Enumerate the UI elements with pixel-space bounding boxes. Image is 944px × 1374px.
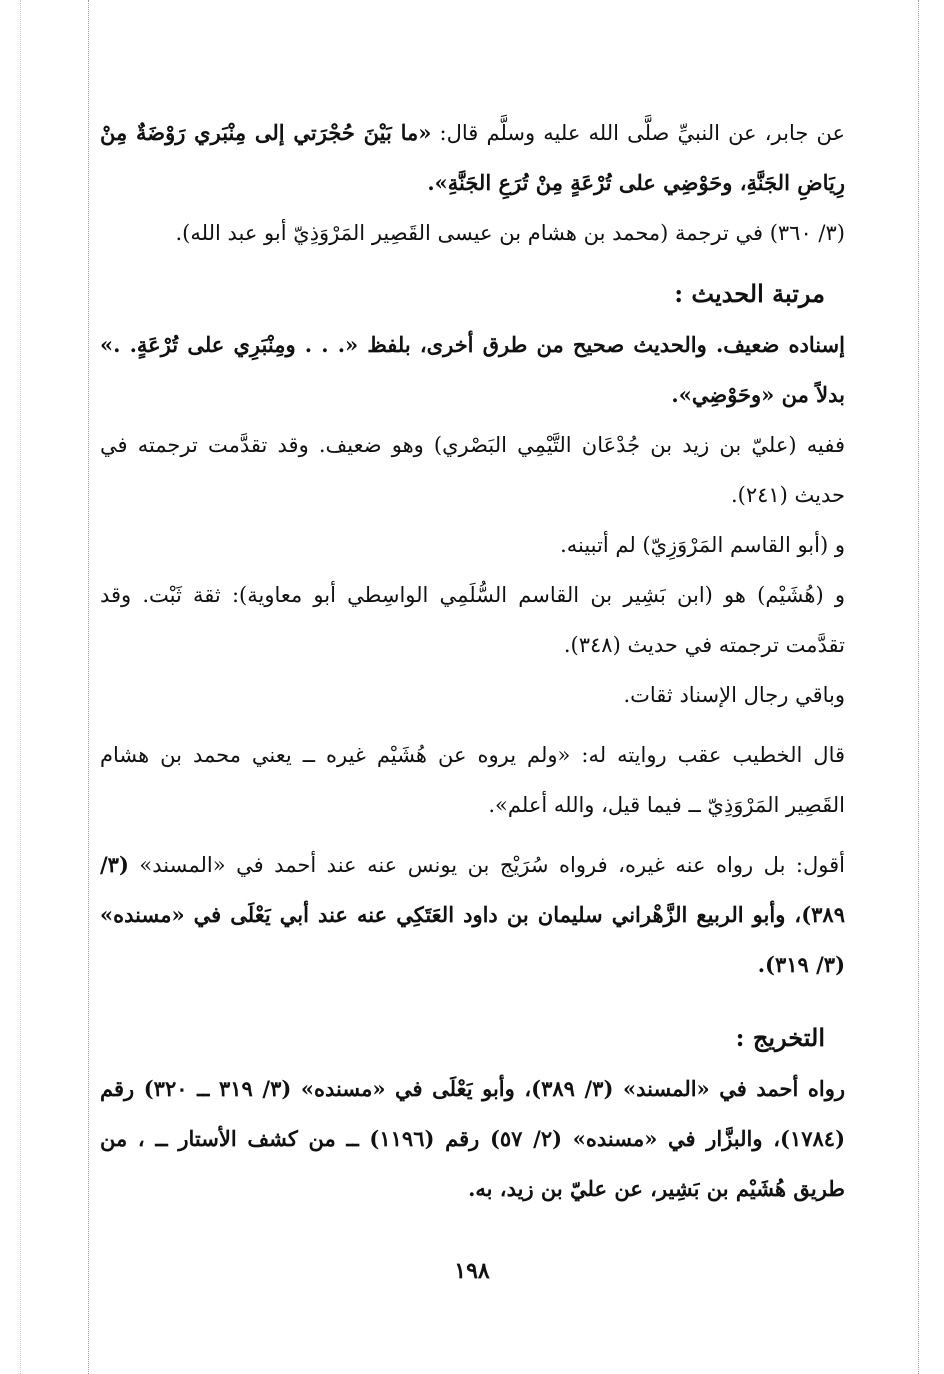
narrator-note-ali: ففيه (عليّ بن زيد بن جُدْعَان التَّيْمِي البَصْري) وهو ضعيف. وقد تقدَّمت ترجمته في حديث (٢٤١).: [100, 433, 845, 507]
grading-paragraph: إسناده ضعيف. والحديث صحيح من طرق أخرى، بلفظ «. . . ومِنْبَرِي على تُرْعَةٍ. .» بدلاً من «وحَوْضِي».: [100, 332, 845, 407]
section-heading-rank: مرتبة الحديث :: [674, 279, 825, 308]
hadith-text: [100, 108, 845, 208]
scan-margin-line-right: [918, 0, 919, 1374]
scan-edge-line: [20, 0, 21, 1374]
hadith-quote: «ما بَيْنَ حُجْرَتي إلى مِنْبَري رَوْضَةٌ مِنْ رِيَاضِ الجَنَّةِ، وحَوْضِي على تُرْعَةٍ مِنْ تُرَعِ الجَنَّةِ».: [100, 120, 845, 195]
page-body: [100, 108, 845, 1214]
section-heading-takhrij: التخريج :: [735, 1023, 825, 1052]
source-reference: (٣/ ٣٦٠) في ترجمة (محمد بن هشام بن عيسى القَصِير المَرْوَذِيّ أبو عبد الله).: [175, 221, 845, 245]
author-comment-bold: (٣/ ٣٨٩)، وأبو الربيع الزَّهْراني سليمان بن داود العَتَكِي عنه عند أبي يَعْلَى في «مسنده» (٣/ ٣١٩).: [100, 852, 845, 977]
khatib-quote: قال الخطيب عقب روايته له: «ولم يروه عن هُشَيْم غيره ــ يعني محمد بن هشام القَصِير المَرْوَذِيّ ــ فيما قيل، والله أعلم».: [100, 743, 846, 817]
narrator-note-abu-qasim: و (أبو القاسم المَرْوَزِيّ) لم أتبينه.: [560, 533, 845, 557]
page-number: ١٩٨: [454, 1258, 490, 1284]
author-comment: [100, 840, 845, 990]
narrator-note-rest: وباقي رجال الإسناد ثقات.: [623, 683, 845, 707]
takhrij-paragraph: رواه أحمد في «المسند» (٣/ ٣٨٩)، وأبو يَعْلَى في «مسنده» (٣/ ٣١٩ ــ ٣٢٠) رقم (١٧٨٤)، والبزَّار في «مسنده» (٢/ ٥٧) رقم (١١٩٦) ــ من كشف الأستار ــ ، من طريق هُشَيْم بن بَشِير، عن عليّ بن زيد، به.: [100, 1076, 846, 1201]
scan-margin-line-left: [88, 0, 89, 1374]
hadith-intro: عن جابر، عن النبيِّ صلَّى الله عليه وسلَّم قال:: [439, 121, 845, 145]
narrator-note-hushaym: و (هُشَيْم) هو (ابن بَشِير بن القاسم السُّلَمِي الواسِطي أبو معاوية): ثقة ثَبْت. وقد تقدَّمت ترجمته في حديث (٣٤٨).: [100, 583, 845, 657]
author-comment-start: أقول: بل رواه عنه غيره، فرواه سُرَيْج بن يونس عنه عند أحمد في «المسند»: [139, 853, 845, 877]
